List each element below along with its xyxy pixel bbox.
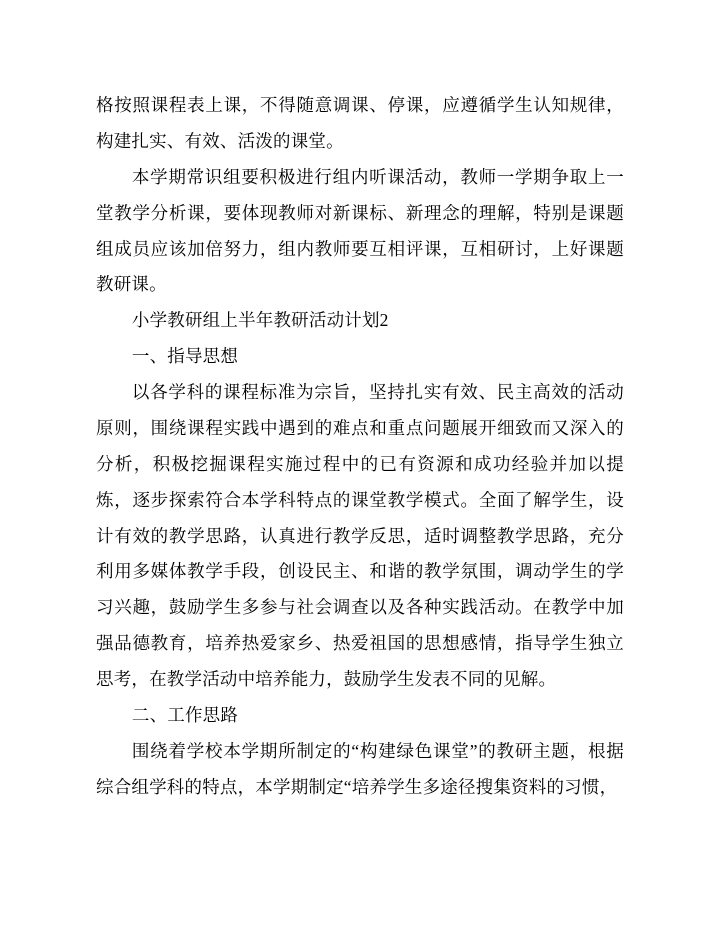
heading-plan-title: 小学教研组上半年教研活动计划2 (131, 310, 389, 331)
heading-section-one: 一、指导思想 (131, 346, 239, 367)
paragraph-guiding-ideology-content: 以各学科的课程标准为宗旨，坚持扎实有效、民主高效的活动原则，围绕课程实践中遇到的难点和重点问题展开细致而又深入的分析，积极挖掘课程实施过程中的已有资源和成功经验并加以提炼，逐步探索符合本学科特点的课堂教学模式。全面了解学生，设计有效的教学思路，认真进行教学反思，适时调整教学思路，充分利用多媒体教学手段，创设民主、和谐的教学氛围，调动学生的学习兴趣，鼓励学生多参与社会调查以及各种实践活动。在教学中加强品德教育，培养热爱家乡、热爱祖国的思想感情，指导学生独立思考，在教学活动中培养能力，鼓励学生发表不同的见解。 (96, 382, 624, 689)
document-body (96, 88, 624, 806)
paragraph-continued-class-schedule: 格按照课程表上课，不得随意调课、停课，应遵循学生认知规律，构建扎实、有效、活泼的课堂。 (96, 95, 624, 151)
paragraph-work-approach-content: 围绕着学校本学期所制定的“构建绿色课堂”的教研主题，根据综合组学科的特点，本学期制定“培养学生多途径搜集资料的习惯， (96, 740, 624, 797)
paragraph-common-sense-group-activity: 本学期常识组要积极进行组内听课活动，教师一学期争取上一堂教学分析课，要体现教师对新课标、新理念的理解，特别是课题组成员应该加倍努力，组内教师要互相评课，互相研讨，上好课题教研课。 (96, 166, 624, 295)
heading-section-two: 二、工作思路 (131, 704, 239, 725)
